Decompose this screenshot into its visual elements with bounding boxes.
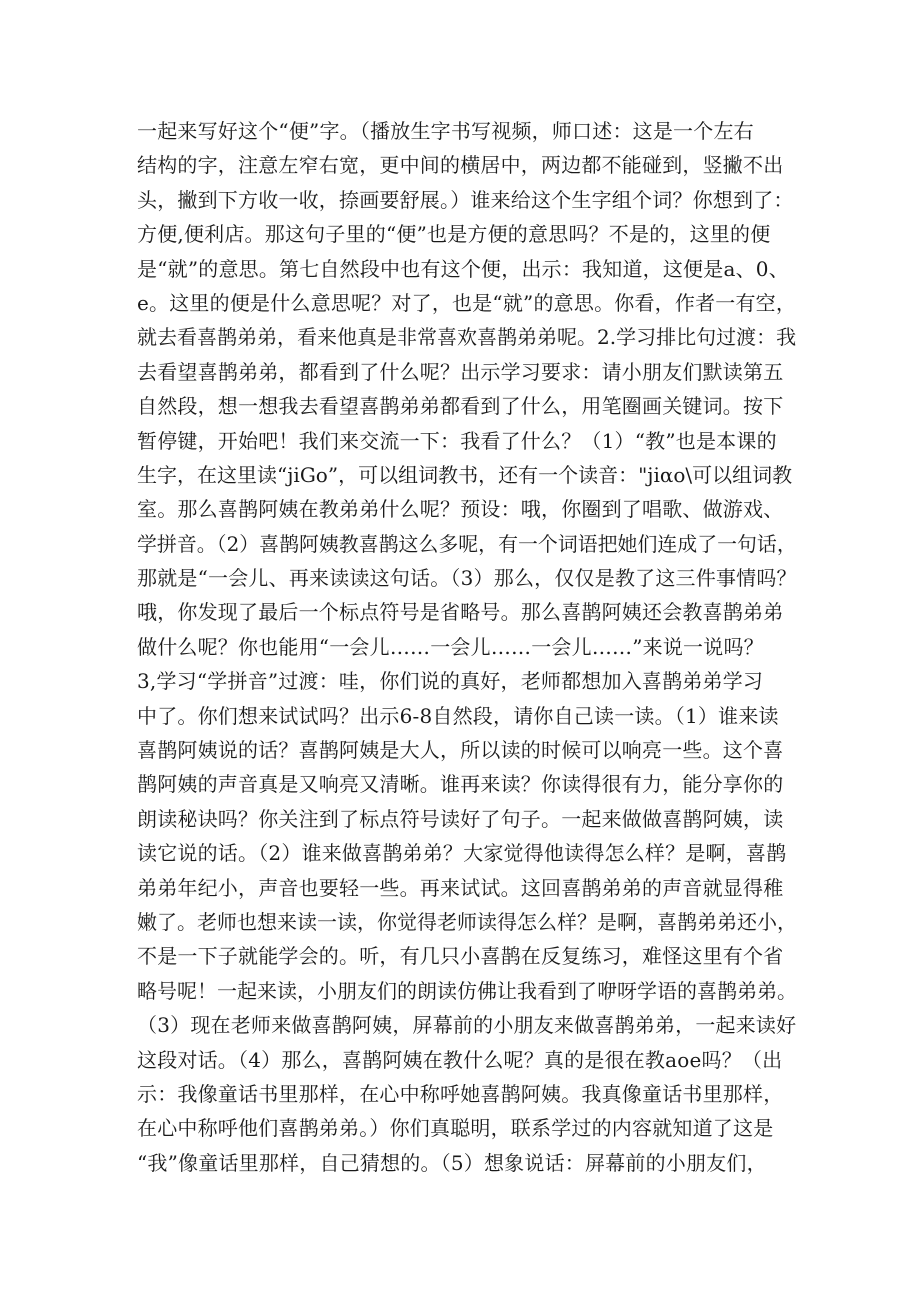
text-line: 生字，在这里读“jiGo”，可以组词教书，还有一个读音："jiαo\可以组词教 — [137, 462, 793, 487]
text-line: 就去看喜鹊弟弟，看来他真是非常喜欢喜鹊弟弟呢。2.学习排比句过渡：我 — [137, 325, 797, 350]
text-line: 去看望喜鹊弟弟，都看到了什么呢？出示学习要求：请小朋友们默读第五 — [137, 359, 784, 384]
text-line: 那就是“一会儿、再来读读这句话。（3）那么，仅仅是教了这三件事情吗？ — [137, 566, 797, 591]
text-line: 3,学习“学拼音”过渡：哇，你们说的真好，老师都想加入喜鹊弟弟学习 — [137, 669, 764, 694]
text-line: 头，撇到下方收一收，捺画要舒展。）谁来给这个生字组个词？你想到了： — [137, 187, 794, 212]
text-line: 做什么呢？你也能用“一会儿……一会儿……一会儿……”来说一说吗？ — [137, 634, 764, 659]
text-line: 一起来写好这个“便”字。（播放生字书写视频，师口述：这是一个左右 — [137, 119, 754, 143]
text-line: 嫩了。老师也想来读一读，你觉得老师读得怎么样？是啊，喜鹊弟弟还小， — [137, 909, 797, 934]
text-line: 在心中称呼他们喜鹊弟弟。）你们真聪明，联系学过的内容就知道了这是 — [137, 1116, 774, 1141]
text-line: 结构的字，注意左窄右宽，更中间的横居中，两边都不能碰到，竖撇不出 — [137, 153, 784, 178]
text-line: 是“就”的意思。第七自然段中也有这个便，出示：我知道，这便是a、0、 — [137, 256, 789, 281]
text-line: “我”像童话里那样，自己猜想的。（5）想象说话：屏幕前的小朋友们， — [137, 1150, 767, 1175]
text-line: 喜鹊阿姨说的话？喜鹊阿姨是大人，所以读的时候可以响亮一些。这个喜 — [137, 738, 784, 763]
text-line: 不是一下子就能学会的。听，有几只小喜鹊在反复练习，难怪这里有个省 — [137, 944, 784, 969]
text-line: 方便,便利店。那这句子里的“便”也是方便的意思吗？不是的，这里的便 — [137, 222, 771, 247]
body-text — [137, 114, 797, 1180]
text-line: 室。那么喜鹊阿姨在教弟弟什么呢？预设：哦，你圈到了唱歌、做游戏、 — [137, 497, 784, 522]
text-line: 这段对话。（4）那么，喜鹊阿姨在教什么呢？真的是很在教aoe吗？（出 — [137, 1047, 783, 1072]
text-line: 鹊阿姨的声音真是又响亮又清晰。谁再来读？你读得很有力，能分享你的 — [137, 772, 784, 797]
text-line: 自然段，想一想我去看望喜鹊弟弟都看到了什么，用笔圈画关键词。按下 — [137, 394, 784, 419]
text-line: （3）现在老师来做喜鹊阿姨，屏幕前的小朋友来做喜鹊弟弟，一起来读好 — [137, 1013, 797, 1038]
text-line: 学拼音。（2）喜鹊阿姨教喜鹊这么多呢，有一个词语把她们连成了一句话， — [137, 531, 797, 556]
text-line: 弟弟年纪小，声音也要轻一些。再来试试。这回喜鹊弟弟的声音就显得稚 — [137, 875, 784, 900]
text-line: 示：我像童话书里那样，在心中称呼她喜鹊阿姨。我真像童话书里那样， — [137, 1081, 784, 1106]
text-line: 暂停键，开始吧！我们来交流一下：我看了什么？（1）“教”也是本课的 — [137, 428, 777, 453]
text-line: 哦，你发现了最后一个标点符号是省略号。那么喜鹊阿姨还会教喜鹊弟弟 — [137, 600, 784, 625]
text-line: e。这里的便是什么意思呢？对了，也是“就”的意思。你看，作者一有空， — [137, 290, 797, 315]
text-line: 朗读秘诀吗？你关注到了标点符号读好了句子。一起来做做喜鹊阿姨，读 — [137, 806, 784, 831]
text-line: 读它说的话。（2）谁来做喜鹊弟弟？大家觉得他读得怎么样？是啊，喜鹊 — [137, 841, 787, 866]
text-line: 略号呢！一起来读，小朋友们的朗读仿佛让我看到了咿呀学语的喜鹊弟弟。 — [137, 978, 797, 1003]
text-line: 中了。你们想来试试吗？出示6-8自然段，请你自己读一读。（1）谁来读 — [137, 703, 779, 728]
